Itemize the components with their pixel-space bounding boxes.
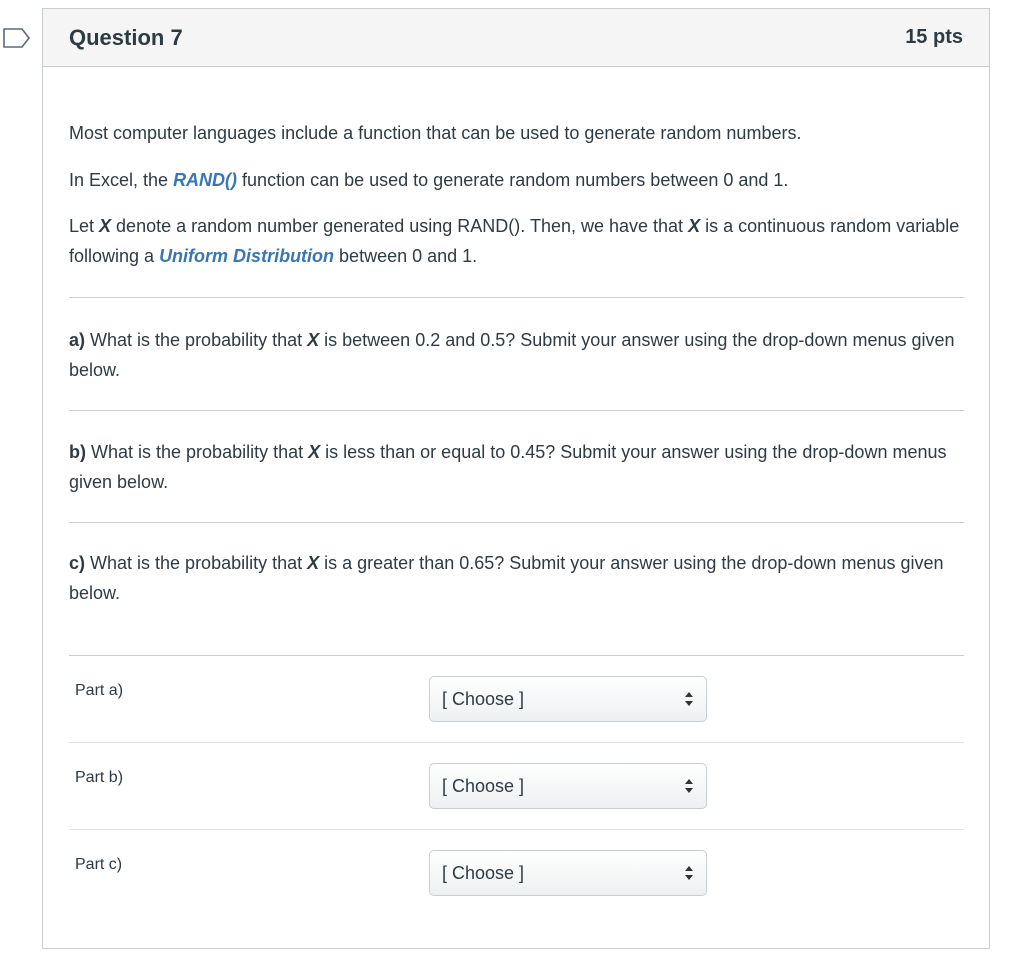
variable-x: X bbox=[307, 330, 320, 350]
subquestion-b bbox=[69, 437, 964, 497]
subquestion-label: b) bbox=[69, 442, 86, 462]
up-down-arrows-icon bbox=[684, 691, 694, 707]
intro-paragraph-1: Most computer languages include a function that can be used to generate random numbers. bbox=[69, 123, 802, 143]
answer-row-b bbox=[69, 743, 964, 830]
up-down-arrows-icon bbox=[684, 865, 694, 881]
uniform-distribution-term: Uniform Distribution bbox=[159, 246, 335, 266]
part-a-select-value: [ Choose ] bbox=[442, 688, 525, 709]
variable-x: X bbox=[307, 553, 320, 573]
question-header bbox=[43, 9, 989, 67]
answers-table bbox=[69, 656, 964, 917]
question-points: 15 pts bbox=[905, 26, 963, 48]
subquestion-text: is between 0.2 and 0.5? Submit your answer using the drop-down menus given below. bbox=[69, 330, 955, 380]
intro-text: between 0 and 1. bbox=[334, 246, 478, 266]
part-a-label: Part a) bbox=[75, 682, 124, 699]
part-b-label: Part b) bbox=[75, 769, 124, 786]
part-b-select[interactable] bbox=[429, 763, 707, 809]
flag-question-icon[interactable] bbox=[2, 27, 32, 49]
part-c-select-value: [ Choose ] bbox=[442, 862, 525, 883]
question-title: Question 7 bbox=[69, 24, 183, 50]
rand-function-term: RAND() bbox=[173, 170, 238, 190]
subquestion-text: What is the probability that bbox=[86, 442, 309, 462]
intro-text: Let bbox=[69, 216, 100, 236]
variable-x: X bbox=[308, 442, 321, 462]
subquestion-text: is a greater than 0.65? Submit your answer using the drop-down menus given below. bbox=[69, 553, 944, 603]
intro-paragraph-3 bbox=[69, 211, 964, 271]
variable-x: X bbox=[688, 216, 701, 236]
question-body bbox=[43, 67, 989, 917]
subquestion-a bbox=[69, 325, 964, 385]
answer-row-a bbox=[69, 656, 964, 743]
subquestion-label: c) bbox=[69, 553, 86, 573]
divider bbox=[69, 297, 964, 298]
question-card bbox=[42, 8, 990, 949]
part-b-select-value: [ Choose ] bbox=[442, 775, 525, 796]
intro-text: denote a random number generated using RAND(). Then, we have that bbox=[111, 216, 689, 236]
variable-x: X bbox=[99, 216, 112, 236]
part-a-select[interactable] bbox=[429, 676, 707, 722]
subquestion-label: a) bbox=[69, 330, 86, 350]
part-c-label: Part c) bbox=[75, 856, 123, 873]
intro-text: function can be used to generate random numbers between 0 and 1. bbox=[237, 170, 789, 190]
subquestion-c bbox=[69, 548, 964, 608]
intro-paragraph-2 bbox=[69, 165, 964, 195]
answer-row-c bbox=[69, 830, 964, 917]
divider bbox=[69, 522, 964, 523]
subquestion-text: is less than or equal to 0.45? Submit your answer using the drop-down menus given below. bbox=[69, 442, 947, 492]
up-down-arrows-icon bbox=[684, 778, 694, 794]
divider bbox=[69, 410, 964, 411]
subquestion-text: What is the probability that bbox=[85, 330, 308, 350]
intro-text: In Excel, the bbox=[69, 170, 174, 190]
subquestion-text: What is the probability that bbox=[85, 553, 308, 573]
intro-text: is a continuous random variable following a bbox=[69, 216, 960, 266]
part-c-select[interactable] bbox=[429, 850, 707, 896]
